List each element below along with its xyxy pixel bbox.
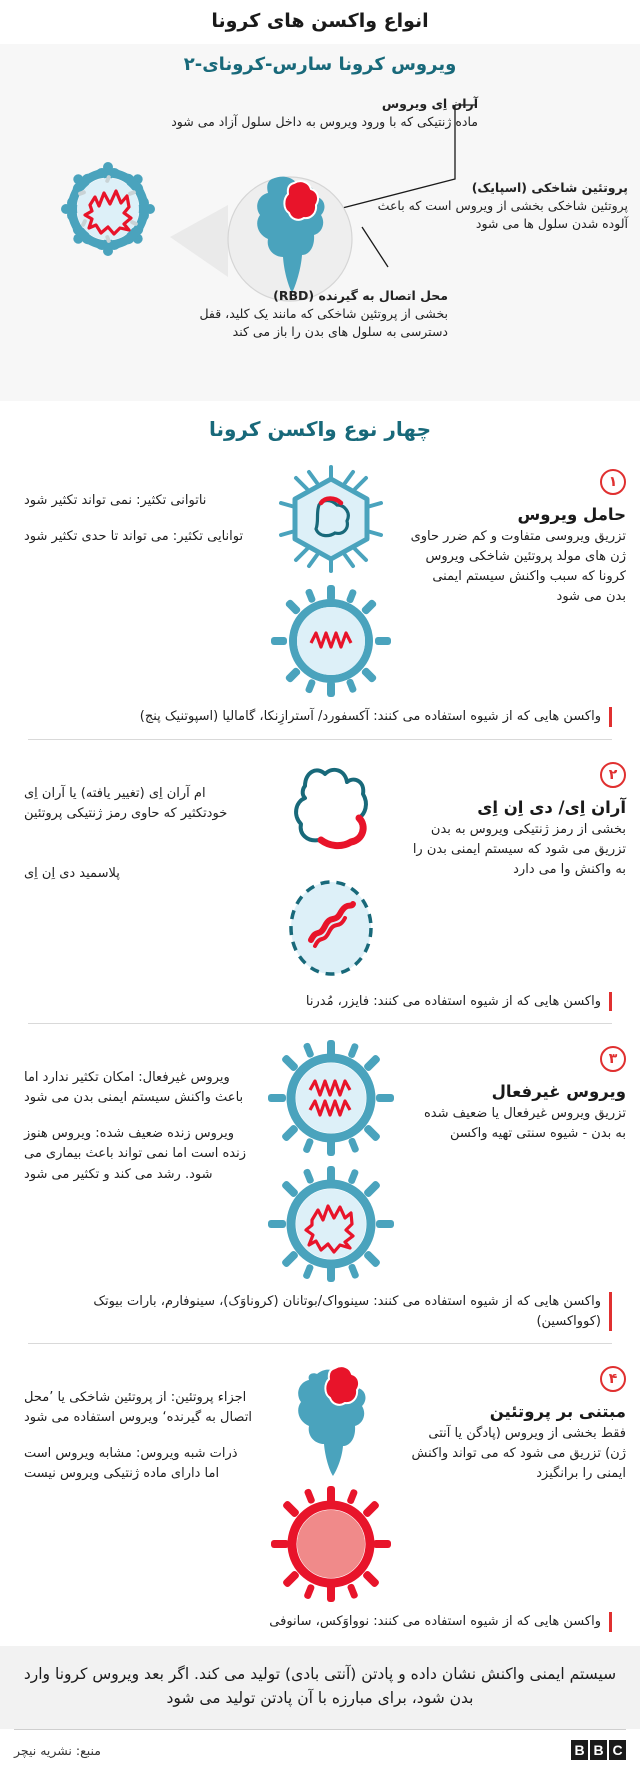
hero-body [0, 87, 640, 387]
block-1-icons [256, 451, 406, 697]
block-3-note-1: ویروس غیرفعال: امکان تکثیر ندارد اما باعث واکنش سیستم ایمنی بدن می شود [24, 1070, 244, 1106]
block-3-note-2: ویروس زنده ضعیف شده: ویروس هنوز زنده است اما نمی تواند باعث بیماری می شود. رشد می کند و تکثیر می شود [24, 1126, 246, 1182]
block-2-note-2: پلاسمید دی اِن اِی [24, 865, 120, 881]
block-3-description: تزریق ویروس غیرفعال یا ضعیف شده به بدن - شیوه سنتی تهیه واکسن [424, 1106, 626, 1142]
block-4-note-1: اجزاء پروتئین: از پروتئین شاخکی یا ’محل اتصال به گیرنده‘ ویروس استفاده می شود [24, 1390, 252, 1426]
callout-rna-body: ماده ژنتیکی که با ورود ویروس به داخل سلول آزاد می شود [171, 114, 478, 130]
block-3-icons [256, 1028, 406, 1282]
hero-title: ویروس کرونا سارس-کرونای-۲ [183, 54, 457, 75]
live-attenuated-virus-icon [268, 1166, 394, 1282]
vaccine-block-3 [0, 1024, 640, 1344]
block-3-examples [28, 1292, 612, 1331]
block-1-notes [24, 451, 252, 547]
callout-spike-protein [358, 179, 628, 233]
block-2-heading: آران اِی/ دی اِن اِی [477, 797, 626, 817]
block-2-icons [256, 744, 406, 982]
block-2-examples [28, 992, 612, 1012]
callout-rbd-title: محل اتصال به گیرنده (RBD) [273, 288, 448, 303]
callout-rna-virus [148, 95, 478, 131]
examples-accent-bar [609, 1292, 612, 1331]
callout-rbd-body: بخشی از پروتئین شاخکی که مانند یک کلید، قفل دسترسی به سلول های بدن را باز می کند [199, 306, 448, 340]
virus-like-particle-icon [271, 1486, 391, 1602]
block-2-note-1: ام آران اِی (تغییر یافته) یا آران اِی خودتکثیر که حاوی رمز ژنتیکی پروتئین [24, 785, 228, 821]
bbc-logo [571, 1740, 626, 1760]
footer-summary: سیستم ایمنی واکنش نشان داده و پادتن (آنتی بادی) تولید می کند. اگر بعد ویروس کرونا وارد بدن شود، برای مبارزه با آن پادتن تولید می شود [0, 1646, 640, 1730]
block-3-notes [24, 1028, 252, 1185]
bbc-logo-letter-1: B [571, 1740, 588, 1760]
block-4-examples [28, 1612, 612, 1632]
block-2-number-badge: ۲ [600, 762, 626, 788]
block-2-description: بخشی از رمز ژنتیکی ویروس به بدن تزریق می شود که سیستم ایمنی بدن را به واکنش وا می دارد [412, 821, 626, 877]
examples-accent-bar [609, 992, 612, 1012]
virus-anatomy-section [0, 44, 640, 401]
mrna-strand-icon [271, 756, 391, 864]
examples-accent-bar [609, 1612, 612, 1632]
inactivated-virus-icon [268, 1040, 394, 1156]
block-1-examples-text: واکسن هایی که از شیوه استفاده می کنند: آکسفورد/ آسترازِنکا، گامالیا (اسپوتنیک پنج) [139, 709, 601, 724]
block-4-number-badge: ۴ [600, 1366, 626, 1392]
block-4-notes [24, 1348, 252, 1485]
plasmid-dna-icon [271, 874, 391, 982]
block-1-examples [28, 707, 612, 727]
block-1-heading: حامل ویروس [517, 505, 626, 524]
section-title: چهار نوع واکسن کرونا [0, 401, 640, 447]
page-title: انواع واکسن های کرونا [0, 0, 640, 44]
block-1-note-1: ناتوانی تکثیر: نمی تواند تکثیر شود [24, 493, 207, 508]
protein-subunit-icon [271, 1360, 391, 1476]
block-3-heading: ویروس غیرفعال [491, 1082, 626, 1101]
magnifier-cone [170, 205, 228, 277]
source-credit: منبع: نشریه نیچر [14, 1742, 101, 1758]
examples-accent-bar [609, 707, 612, 727]
block-1-number-badge: ۱ [600, 469, 626, 495]
callout-spike-body: پروتئین شاخکی بخشی از ویروس است که باعث آلوده شدن سلول ها می شود [377, 198, 628, 232]
vaccine-block-4 [0, 1344, 640, 1632]
vaccine-block-1 [0, 447, 640, 740]
block-3-number-badge: ۳ [600, 1046, 626, 1072]
callout-rna-title: آران اِی ویروس [381, 96, 478, 111]
rbd-subunit [325, 1366, 359, 1405]
callout-rbd [148, 287, 448, 341]
block-4-description: فقط بخشی از ویروس (پادگن یا آنتی ژن) تزریق می شود که می تواند واکنش ایمنی را برانگیزد [411, 1426, 626, 1482]
block-4-note-2: ذرات شبه ویروس: مشابه ویروس است اما دارای ماده ژنتیکی ویروس نیست [24, 1446, 238, 1482]
footer-bar [0, 1730, 640, 1772]
block-2-examples-text: واکسن هایی که از شیوه استفاده می کنند: فایزر، مُدرنا [305, 993, 601, 1009]
spike-magnifier-icon [228, 177, 352, 301]
block-1-note-2: توانایی تکثیر: می تواند تا حدی تکثیر شود [24, 529, 244, 545]
virus-diagram [0, 87, 640, 387]
bbc-logo-letter-3: C [609, 1740, 626, 1760]
block-1-description: تزریق ویروسی متفاوت و کم ضرر حاوی ژن های مولد پروتئین شاخکی ویروس کرونا که سبب واکنش سیستم ایمنی بدن می شود [410, 529, 626, 605]
block-4-icons [256, 1348, 406, 1602]
block-3-examples-text: واکسن هایی که از شیوه استفاده می کنند: سینوواک/بوتانان (کروناوَک)، سینوفارم، بارات بیوتک (کوواکسین) [93, 1294, 601, 1329]
block-2-notes [24, 744, 252, 884]
viral-vector-nonreplicating-icon [271, 463, 391, 575]
viral-vector-replicating-icon [271, 585, 391, 697]
block-4-examples-text: واکسن هایی که از شیوه استفاده می کنند: نوواوَکس، سانوفی [269, 1614, 601, 1629]
callout-spike-title: پروتئین شاخکی (اسپایک) [471, 180, 628, 195]
bbc-logo-letter-2: B [590, 1740, 607, 1760]
vaccine-block-2 [0, 740, 640, 1025]
virus-particle-icon [61, 162, 155, 256]
block-4-heading: مبتنی بر پروتئین [489, 1402, 626, 1421]
